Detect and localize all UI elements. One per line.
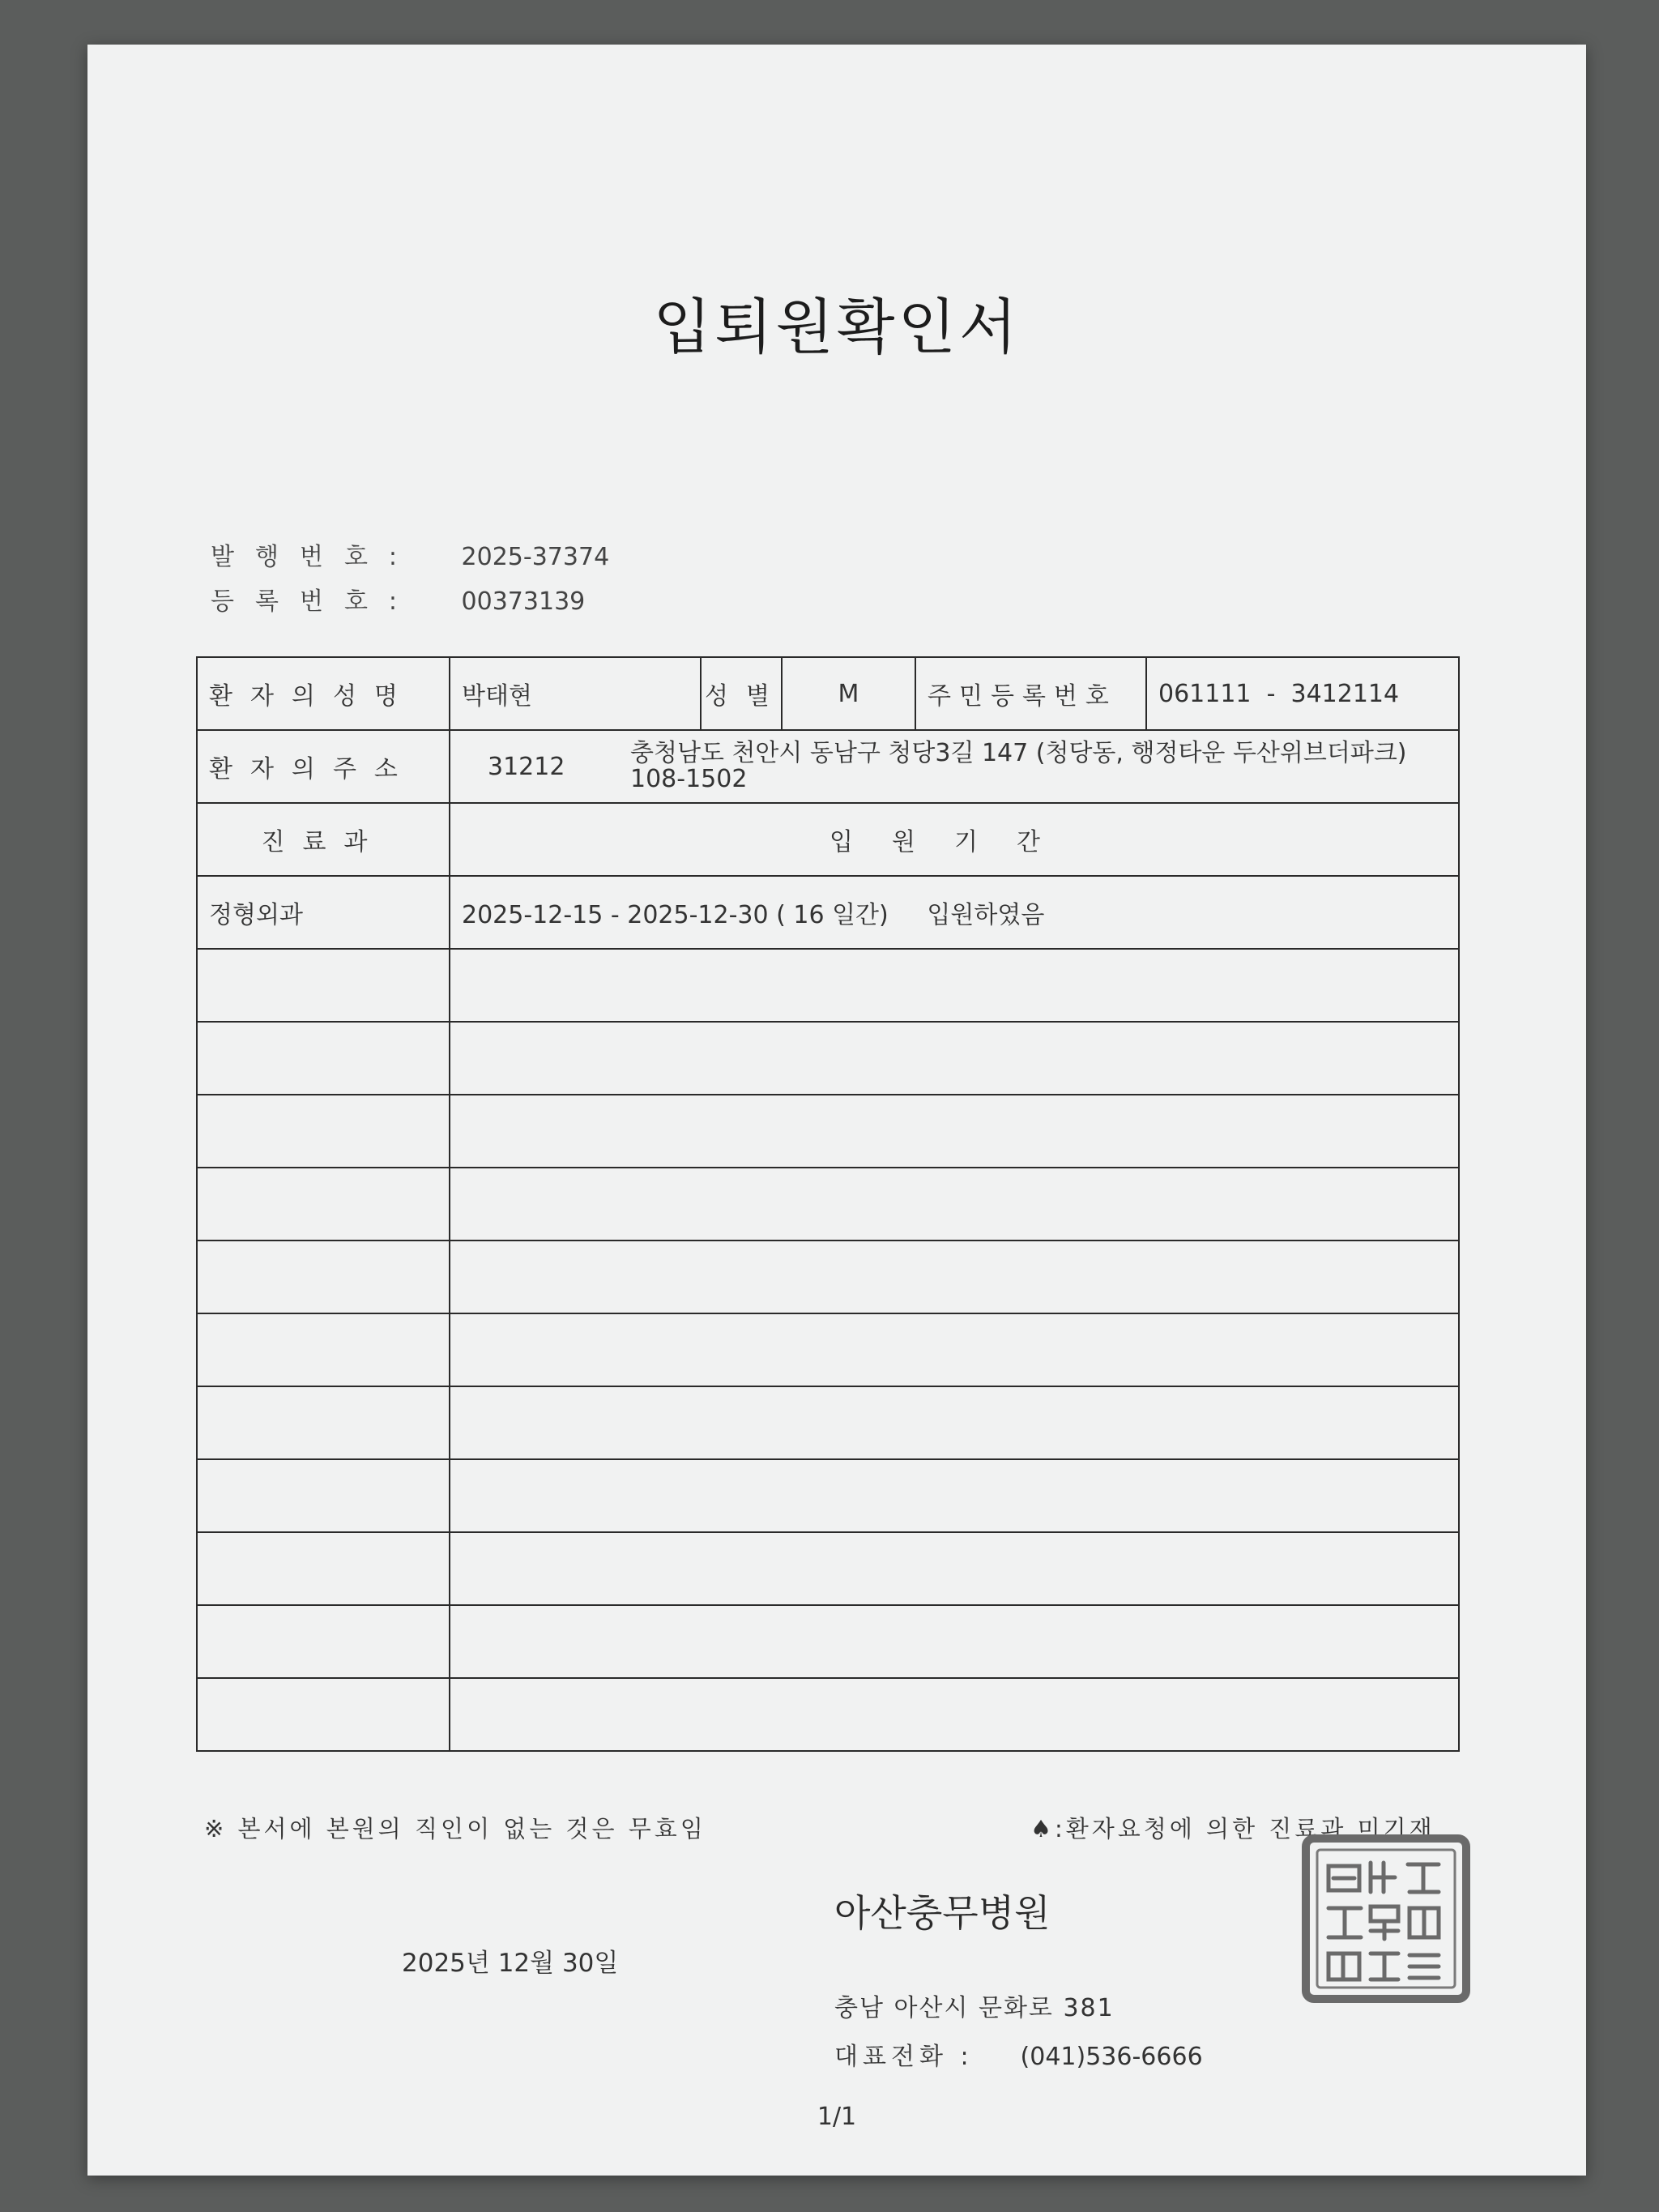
department-cell: [197, 1605, 450, 1678]
hospital-name: 아산충무병원: [834, 1891, 1051, 1935]
department-cell: [197, 1532, 450, 1605]
table-row: [197, 1095, 1459, 1168]
document-title: 입퇴원확인서: [653, 293, 1021, 362]
admission-table: [196, 656, 1460, 1752]
department-cell: [197, 1386, 450, 1459]
address-line-1: 충청남도 천안시 동남구 청당3길 147 (청당동, 행정타운 두산위브더파크): [630, 739, 1407, 767]
period-cell: 2025-12-15 - 2025-12-30 ( 16 일간) 입원하였음: [450, 876, 1459, 949]
department-header: 진료과: [197, 803, 450, 876]
department-cell: 정형외과: [197, 876, 450, 949]
patient-name-label: 환자의성명: [197, 657, 450, 730]
department-cell: [197, 1313, 450, 1386]
document-page: [87, 45, 1586, 2176]
address-line-2: 108-1502: [630, 765, 748, 793]
period-cell: [450, 1678, 1459, 1751]
department-cell: [197, 1459, 450, 1532]
issue-number-row: [211, 536, 609, 572]
period-cell: [450, 1241, 1459, 1313]
table-row: [197, 1386, 1459, 1459]
table-row: [197, 949, 1459, 1022]
issue-number-label: 발행번호:: [211, 543, 419, 571]
phone-value: (041)536-6666: [1020, 2043, 1203, 2071]
registration-number-row: [211, 581, 585, 617]
phone-label: 대표전화 :: [834, 2043, 974, 2071]
period-cell: [450, 949, 1459, 1022]
validity-note: ※ 본서에 본원의 직인이 없는 것은 무효임: [204, 1815, 706, 1843]
table-row: [197, 1022, 1459, 1095]
table-row: [197, 1678, 1459, 1751]
department-cell: [197, 949, 450, 1022]
table-row: [197, 1241, 1459, 1313]
table-row: [197, 1605, 1459, 1678]
registration-number-label: 등록번호:: [211, 587, 419, 616]
table-row: [197, 1168, 1459, 1241]
period-cell: [450, 1022, 1459, 1095]
department-cell: [197, 1022, 450, 1095]
table-row: [197, 1313, 1459, 1386]
sex-value: M: [782, 657, 915, 730]
table-row: [197, 1459, 1459, 1532]
issue-date: 2025년 12월 30일: [402, 1949, 619, 1978]
department-cell: [197, 1168, 450, 1241]
page-number: 1/1: [817, 2103, 857, 2131]
issue-number-value: 2025-37374: [461, 543, 610, 571]
sex-label: 성별: [701, 657, 782, 730]
period-cell: [450, 1459, 1459, 1532]
records-header-row: [197, 803, 1459, 876]
patient-name-value: 박태현: [450, 657, 701, 730]
rrn-label: 주민등록번호: [915, 657, 1146, 730]
table-row: [197, 1532, 1459, 1605]
patient-address-label: 환자의주소: [197, 730, 450, 803]
table-row: [197, 876, 1459, 949]
department-cell: [197, 1095, 450, 1168]
department-cell: [197, 1241, 450, 1313]
period-header: 입원기간: [450, 803, 1459, 876]
patient-address-row: [197, 730, 1459, 803]
period-cell: [450, 1313, 1459, 1386]
patient-address-cell: [450, 730, 1459, 803]
postal-code: 31212: [488, 752, 565, 781]
hospital-seal-stamp-icon: [1301, 1834, 1471, 2004]
patient-info-row: [197, 657, 1459, 730]
period-cell: [450, 1605, 1459, 1678]
period-cell: [450, 1532, 1459, 1605]
registration-number-value: 00373139: [461, 587, 586, 616]
period-cell: [450, 1168, 1459, 1241]
period-cell: [450, 1386, 1459, 1459]
hospital-phone-row: [834, 2036, 1203, 2072]
rrn-value: 061111 - 3412114: [1146, 657, 1459, 730]
hospital-address: 충남 아산시 문화로 381: [834, 1994, 1115, 2022]
period-cell: [450, 1095, 1459, 1168]
department-omission-note: ♠:환자요청에 의한 진료과 미기재: [1030, 1815, 1435, 1843]
department-cell: [197, 1678, 450, 1751]
